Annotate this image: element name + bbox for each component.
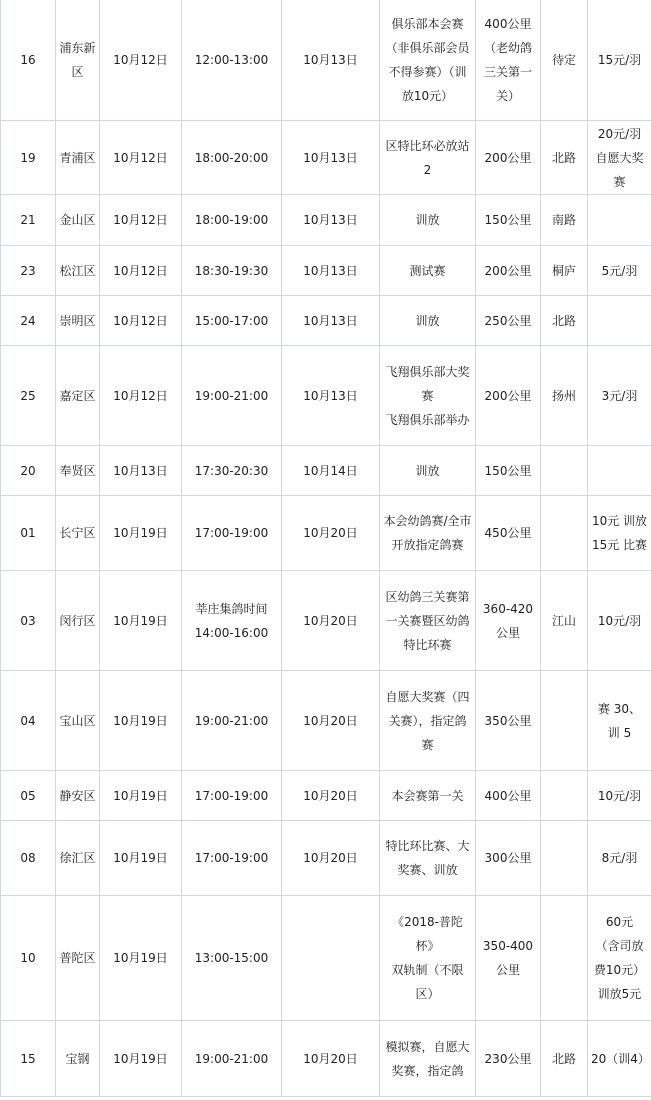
- cell-collect-date: [100, 821, 182, 896]
- cell-distance: [476, 296, 541, 346]
- cell-distance-text: 230公里: [484, 1051, 532, 1066]
- cell-event: [380, 571, 476, 671]
- cell-no: [1, 496, 56, 571]
- cell-collect-date-text: 10月12日: [113, 150, 168, 165]
- cell-no: [1, 771, 56, 821]
- cell-fee-text: 3元/羽: [601, 388, 638, 403]
- cell-fee: [588, 246, 651, 296]
- cell-no: [1, 246, 56, 296]
- cell-collect-date-text: 10月19日: [113, 951, 168, 965]
- cell-release-date: [282, 671, 380, 771]
- cell-collect-date-text: 10月12日: [113, 53, 168, 67]
- cell-no-text: 16: [20, 53, 36, 67]
- cell-event: [380, 496, 476, 571]
- cell-distance: [476, 896, 541, 1021]
- cell-release-date-text: 10月13日: [303, 263, 358, 278]
- cell-collect-time: [182, 671, 282, 771]
- table-row: [1, 1021, 651, 1097]
- cell-collect-date-text: 10月13日: [113, 463, 168, 478]
- cell-event-text: 区特比环必放站2: [385, 138, 470, 177]
- cell-no: [1, 671, 56, 771]
- cell-release-date-text: 10月20日: [303, 613, 358, 628]
- cell-collect-date-text: 10月12日: [113, 313, 168, 328]
- cell-direction: [541, 821, 588, 896]
- cell-fee-text: 10元 训放 15元 比赛: [591, 514, 648, 552]
- cell-collect-date: [100, 896, 182, 1021]
- cell-no: [1, 1021, 56, 1097]
- cell-event: [380, 296, 476, 346]
- cell-district-text: 奉贤区: [59, 463, 96, 478]
- cell-event-text: 模拟赛，自愿大奖赛，指定鸽: [385, 1039, 470, 1078]
- cell-direction: [541, 0, 588, 121]
- cell-district-text: 金山区: [59, 213, 96, 227]
- cell-no-text: 05: [20, 788, 36, 803]
- table-row: [1, 571, 651, 671]
- cell-distance-text: 400公里（老幼鸽三关第一关）: [483, 17, 532, 103]
- cell-district-text: 宝山区: [59, 713, 96, 728]
- cell-fee: [588, 446, 651, 496]
- cell-release-date-text: 10月20日: [303, 788, 358, 803]
- cell-collect-date-text: 10月19日: [113, 1051, 168, 1066]
- cell-collect-date: [100, 195, 182, 246]
- cell-fee-text: 20（训4）: [591, 1051, 650, 1066]
- cell-distance-text: 300公里: [484, 851, 532, 865]
- cell-distance-text: 150公里: [484, 213, 532, 227]
- cell-direction-text: 扬州: [551, 388, 576, 403]
- cell-collect-time-text: 17:00-19:00: [194, 526, 269, 540]
- cell-fee: [588, 896, 651, 1021]
- cell-direction-text: 南路: [551, 213, 576, 227]
- cell-distance: [476, 195, 541, 246]
- cell-direction: [541, 771, 588, 821]
- cell-distance-text: 250公里: [484, 313, 532, 328]
- cell-collect-time-text: 17:30-20:30: [194, 463, 269, 478]
- cell-collect-time: [182, 296, 282, 346]
- cell-collect-time-text: 18:00-19:00: [194, 213, 269, 227]
- cell-collect-time: [182, 896, 282, 1021]
- cell-collect-time-text: 15:00-17:00: [194, 313, 269, 328]
- cell-district: [56, 671, 100, 771]
- cell-no-text: 21: [20, 213, 36, 227]
- cell-distance-text: 350公里: [484, 713, 532, 728]
- cell-no: [1, 0, 56, 121]
- cell-event-text: 本会幼鸽赛/全市开放指定鸽赛: [383, 514, 472, 552]
- cell-collect-time-text: 18:30-19:30: [194, 263, 269, 278]
- cell-release-date: [282, 246, 380, 296]
- cell-collect-date-text: 10月19日: [113, 613, 168, 628]
- cell-collect-date-text: 10月19日: [113, 713, 168, 728]
- cell-fee: [588, 771, 651, 821]
- cell-event-text: 《2018-普陀杯》 双轨制（不限区）: [391, 915, 464, 1001]
- cell-collect-time: [182, 246, 282, 296]
- cell-release-date-text: 10月14日: [303, 463, 358, 478]
- cell-event: [380, 1021, 476, 1097]
- cell-collect-date-text: 10月12日: [113, 213, 168, 227]
- cell-no: [1, 896, 56, 1021]
- cell-fee: [588, 121, 651, 195]
- cell-collect-date-text: 10月12日: [113, 388, 168, 403]
- cell-event-text: 飞翔俱乐部大奖赛 飞翔俱乐部举办: [385, 364, 470, 427]
- cell-collect-date: [100, 346, 182, 446]
- cell-distance: [476, 0, 541, 121]
- cell-direction: [541, 571, 588, 671]
- cell-district-text: 宝钢: [65, 1051, 90, 1066]
- cell-no: [1, 821, 56, 896]
- cell-event-text: 俱乐部本会赛（非俱乐部会员不得参赛）（训放10元）: [385, 17, 470, 103]
- cell-district: [56, 571, 100, 671]
- cell-collect-date: [100, 1021, 182, 1097]
- cell-fee: [588, 571, 651, 671]
- cell-event-text: 区幼鸽三关赛第一关赛暨区幼鸽特比环赛: [385, 589, 470, 652]
- cell-event: [380, 446, 476, 496]
- cell-fee: [588, 0, 651, 121]
- cell-collect-time: [182, 0, 282, 121]
- cell-collect-time: [182, 771, 282, 821]
- cell-fee-text: 20元/羽 自愿大奖赛: [595, 126, 644, 189]
- cell-no-text: 19: [20, 150, 36, 165]
- cell-collect-date-text: 10月12日: [113, 263, 168, 278]
- cell-collect-time: [182, 496, 282, 571]
- cell-fee-text: 10元/羽: [597, 788, 642, 803]
- cell-distance-text: 350-400公里: [482, 939, 534, 977]
- cell-event: [380, 246, 476, 296]
- table-row: [1, 195, 651, 246]
- cell-distance: [476, 246, 541, 296]
- cell-distance-text: 200公里: [484, 263, 532, 278]
- cell-collect-time-text: 17:00-19:00: [194, 851, 269, 865]
- table-row: [1, 896, 651, 1021]
- cell-district: [56, 446, 100, 496]
- cell-district-text: 浦东新区: [59, 41, 96, 79]
- cell-distance-text: 150公里: [484, 463, 532, 478]
- cell-collect-time: [182, 1021, 282, 1097]
- cell-distance: [476, 346, 541, 446]
- cell-no-text: 15: [20, 1051, 36, 1066]
- cell-fee: [588, 195, 651, 246]
- cell-collect-date: [100, 771, 182, 821]
- cell-district-text: 长宁区: [59, 526, 96, 540]
- cell-no-text: 01: [20, 526, 36, 540]
- cell-direction: [541, 121, 588, 195]
- cell-event-text: 自愿大奖赛（四关赛），指定鸽赛: [385, 689, 470, 752]
- cell-district: [56, 1021, 100, 1097]
- cell-direction-text: 桐庐: [551, 263, 576, 278]
- table-row: [1, 821, 651, 896]
- cell-release-date: [282, 1021, 380, 1097]
- cell-fee: [588, 496, 651, 571]
- cell-collect-time-text: 12:00-13:00: [194, 53, 269, 67]
- table-row: [1, 496, 651, 571]
- cell-release-date: [282, 496, 380, 571]
- cell-direction-text: 江山: [551, 613, 576, 628]
- cell-collect-time: [182, 571, 282, 671]
- cell-event-text: 训放: [415, 213, 440, 227]
- cell-collect-time: [182, 821, 282, 896]
- cell-release-date: [282, 896, 380, 1021]
- cell-direction-text: 北路: [551, 150, 576, 165]
- table-row: [1, 771, 651, 821]
- table-row: [1, 121, 651, 195]
- cell-no: [1, 446, 56, 496]
- cell-event-text: 测试赛: [409, 263, 446, 278]
- cell-district-text: 嘉定区: [59, 388, 96, 403]
- cell-distance: [476, 121, 541, 195]
- cell-release-date: [282, 821, 380, 896]
- cell-release-date-text: 10月20日: [303, 1051, 358, 1066]
- cell-collect-time-text: 13:00-15:00: [194, 951, 269, 965]
- cell-fee: [588, 346, 651, 446]
- cell-collect-time: [182, 346, 282, 446]
- cell-release-date: [282, 571, 380, 671]
- cell-distance: [476, 821, 541, 896]
- cell-release-date-text: 10月13日: [303, 313, 358, 328]
- cell-event: [380, 896, 476, 1021]
- table-row: [1, 246, 651, 296]
- cell-release-date-text: 10月20日: [303, 526, 358, 540]
- cell-no-text: 20: [20, 463, 36, 478]
- cell-collect-date: [100, 246, 182, 296]
- cell-fee-text: 10元/羽: [597, 613, 642, 628]
- cell-event-text: 本会赛第一关: [391, 788, 464, 803]
- cell-release-date: [282, 195, 380, 246]
- cell-district: [56, 821, 100, 896]
- cell-distance-text: 360-420公里: [482, 601, 534, 640]
- cell-distance-text: 200公里: [484, 388, 532, 403]
- cell-collect-date: [100, 121, 182, 195]
- cell-fee: [588, 671, 651, 771]
- cell-distance: [476, 571, 541, 671]
- cell-direction: [541, 496, 588, 571]
- cell-release-date: [282, 446, 380, 496]
- cell-district: [56, 121, 100, 195]
- cell-district: [56, 195, 100, 246]
- cell-release-date-text: 10月13日: [303, 388, 358, 403]
- table-row: [1, 296, 651, 346]
- cell-distance: [476, 771, 541, 821]
- cell-collect-time: [182, 121, 282, 195]
- cell-fee: [588, 296, 651, 346]
- cell-direction: [541, 446, 588, 496]
- cell-direction-text: 北路: [551, 1051, 576, 1066]
- cell-collect-date: [100, 0, 182, 121]
- cell-district: [56, 496, 100, 571]
- cell-no: [1, 121, 56, 195]
- cell-district: [56, 246, 100, 296]
- cell-release-date-text: 10月13日: [303, 213, 358, 227]
- cell-release-date-text: 10月13日: [303, 150, 358, 165]
- cell-release-date: [282, 0, 380, 121]
- cell-collect-date: [100, 571, 182, 671]
- cell-direction-text: 北路: [551, 313, 576, 328]
- cell-district: [56, 771, 100, 821]
- cell-no-text: 24: [20, 313, 36, 328]
- cell-distance-text: 200公里: [484, 150, 532, 165]
- cell-event-text: 训放: [415, 463, 440, 478]
- cell-direction: [541, 195, 588, 246]
- cell-collect-date-text: 10月19日: [113, 526, 168, 540]
- cell-collect-time-text: 19:00-21:00: [194, 713, 269, 728]
- cell-event: [380, 0, 476, 121]
- cell-distance: [476, 1021, 541, 1097]
- cell-collect-time-text: 19:00-21:00: [194, 388, 269, 403]
- cell-fee-text: 5元/羽: [601, 263, 638, 278]
- cell-release-date-text: 10月20日: [303, 713, 358, 728]
- cell-direction: [541, 346, 588, 446]
- cell-collect-time-text: 莘庄集鸽时间 14:00-16:00: [194, 601, 269, 640]
- cell-no-text: 04: [20, 713, 36, 728]
- cell-distance: [476, 671, 541, 771]
- cell-district-text: 松江区: [59, 263, 96, 278]
- cell-collect-time: [182, 446, 282, 496]
- cell-no: [1, 346, 56, 446]
- cell-release-date: [282, 346, 380, 446]
- cell-event: [380, 346, 476, 446]
- cell-direction-text: 待定: [551, 53, 576, 67]
- cell-district-text: 静安区: [59, 788, 96, 803]
- cell-direction: [541, 671, 588, 771]
- cell-release-date: [282, 771, 380, 821]
- cell-event: [380, 195, 476, 246]
- cell-district: [56, 896, 100, 1021]
- cell-release-date: [282, 296, 380, 346]
- cell-district-text: 崇明区: [59, 313, 96, 328]
- cell-distance: [476, 446, 541, 496]
- cell-collect-date-text: 10月19日: [113, 851, 168, 865]
- cell-event: [380, 121, 476, 195]
- cell-district-text: 普陀区: [59, 951, 96, 965]
- cell-fee-text: 赛 30、 训 5: [597, 701, 642, 740]
- cell-release-date-text: 10月20日: [303, 851, 358, 865]
- cell-direction: [541, 1021, 588, 1097]
- cell-no: [1, 195, 56, 246]
- cell-district-text: 徐汇区: [59, 851, 96, 865]
- cell-collect-time-text: 18:00-20:00: [194, 150, 269, 165]
- cell-fee-text: 15元/羽: [597, 53, 642, 67]
- cell-release-date-text: 10月13日: [303, 53, 358, 67]
- cell-fee: [588, 821, 651, 896]
- cell-collect-date: [100, 446, 182, 496]
- cell-district-text: 闵行区: [59, 613, 96, 628]
- cell-direction: [541, 296, 588, 346]
- cell-event: [380, 771, 476, 821]
- cell-no: [1, 296, 56, 346]
- cell-release-date: [282, 121, 380, 195]
- cell-fee-text: 60元 （含司放费10元） 训放5元: [593, 915, 646, 1001]
- cell-no-text: 25: [20, 388, 36, 403]
- table-row: [1, 446, 651, 496]
- cell-distance-text: 450公里: [484, 526, 532, 540]
- table-row: [1, 671, 651, 771]
- cell-collect-time: [182, 195, 282, 246]
- cell-event: [380, 821, 476, 896]
- cell-no: [1, 571, 56, 671]
- cell-event: [380, 671, 476, 771]
- cell-district: [56, 0, 100, 121]
- cell-fee: [588, 1021, 651, 1097]
- cell-collect-date: [100, 296, 182, 346]
- cell-distance-text: 400公里: [484, 788, 532, 803]
- cell-district-text: 青浦区: [59, 150, 96, 165]
- cell-collect-date: [100, 671, 182, 771]
- cell-no-text: 23: [20, 263, 36, 278]
- cell-district: [56, 346, 100, 446]
- cell-collect-time-text: 19:00-21:00: [194, 1051, 269, 1066]
- table-row: [1, 0, 651, 121]
- table-body: [1, 0, 651, 1097]
- cell-direction: [541, 246, 588, 296]
- cell-no-text: 10: [20, 951, 36, 965]
- cell-fee-text: 8元/羽: [601, 851, 638, 865]
- cell-direction: [541, 896, 588, 1021]
- cell-event-text: 特比环比赛、大奖赛、训放: [385, 839, 470, 877]
- table-row: [1, 346, 651, 446]
- cell-no-text: 03: [20, 613, 36, 628]
- cell-event-text: 训放: [415, 313, 440, 328]
- cell-collect-time-text: 17:00-19:00: [194, 788, 269, 803]
- cell-distance: [476, 496, 541, 571]
- cell-collect-date: [100, 496, 182, 571]
- cell-district: [56, 296, 100, 346]
- cell-no-text: 08: [20, 851, 36, 865]
- cell-collect-date-text: 10月19日: [113, 788, 168, 803]
